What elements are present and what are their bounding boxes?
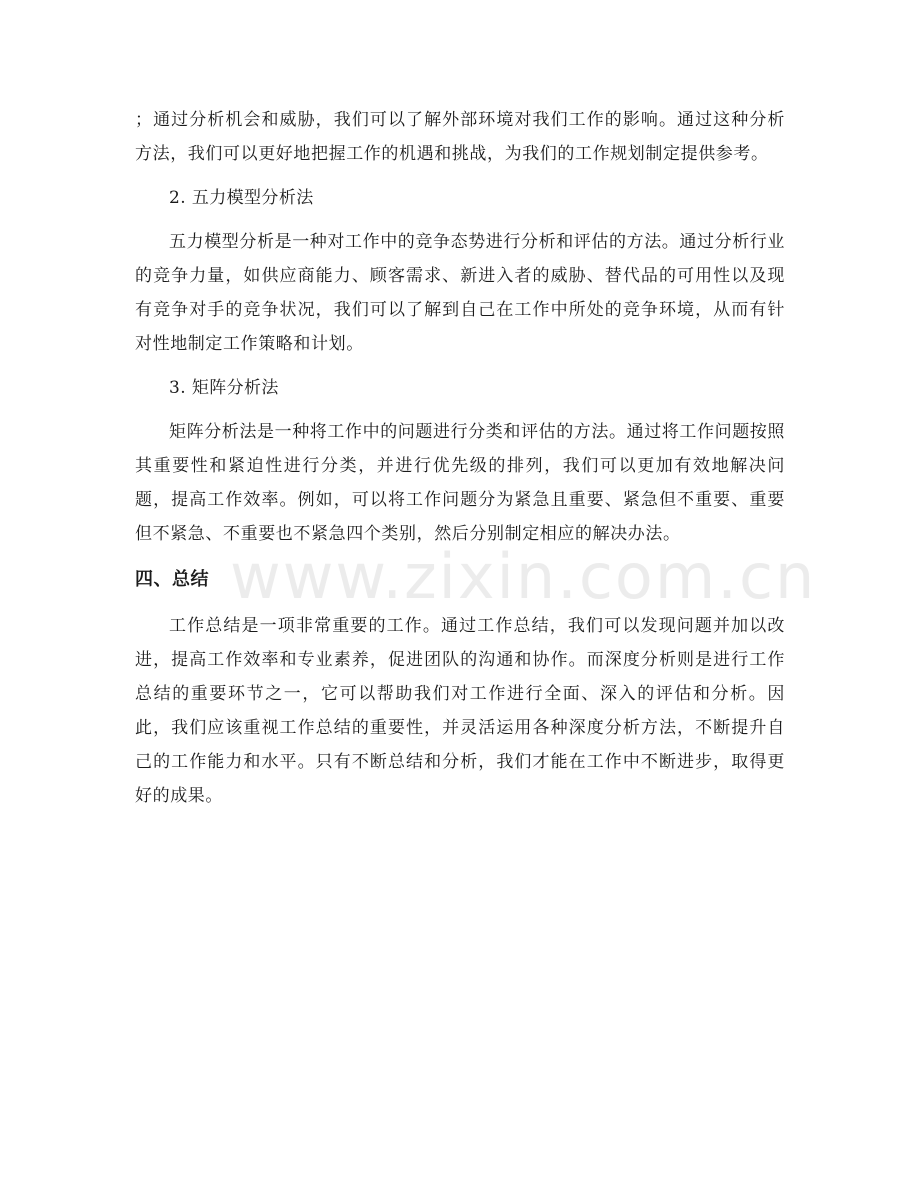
section-body-matrix: 矩阵分析法是一种将工作中的问题进行分类和评估的方法。通过将工作问题按照其重要性和紧迫性进行分类，并进行优先级的排列，我们可以更加有效地解决问题，提高工作效率。例如，可以将工作问题分为紧急且重要、紧急但不重要、重要但不紧急、不重要也不紧急四个类别，然后分别制定相应的解决办法。 — [135, 422, 785, 544]
watermark-logo: www.zixin.com.cn — [230, 540, 817, 613]
intro-continuation-paragraph: ；通过分析机会和威胁，我们可以了解外部环境对我们工作的影响。通过这种分析方法，我们可以更好地把握工作的机遇和挑战，为我们的工作规划制定提供参考。 — [135, 110, 785, 164]
document-body — [135, 103, 817, 813]
section-title-five-forces: 2. 五力模型分析法 — [169, 188, 314, 208]
summary-body-paragraph: 工作总结是一项非常重要的工作。通过工作总结，我们可以发现问题并加以改进，提高工作效率和专业素养，促进团队的沟通和协作。而深度分析则是进行工作总结的重要环节之一，它可以帮助我们对工作进行全面、深入的评估和分析。因此，我们应该重视工作总结的重要性，并灵活运用各种深度分析方法，不断提升自己的工作能力和水平。只有不断总结和分析，我们才能在工作中不断进步，取得更好的成果。 — [135, 616, 785, 806]
section-body-five-forces: 五力模型分析是一种对工作中的竞争态势进行分析和评估的方法。通过分析行业的竞争力量，如供应商能力、顾客需求、新进入者的威胁、替代品的可用性以及现有竞争对手的竞争状况，我们可以了解到自己在工作中所处的竞争环境，从而有针对性地制定工作策略和计划。 — [135, 232, 785, 354]
summary-heading: 四、总结 — [135, 569, 209, 590]
section-title-matrix: 3. 矩阵分析法 — [169, 378, 279, 398]
